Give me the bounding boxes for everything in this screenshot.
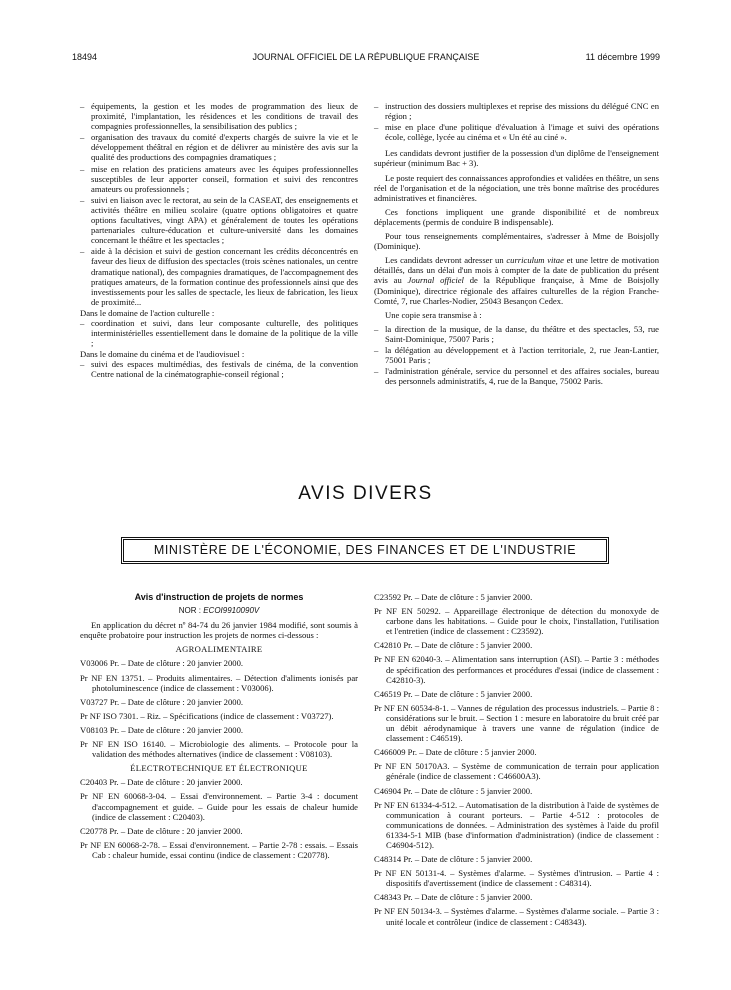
norm-entry: Pr NF EN 61334-4-512. – Automatisation de la distribution à l'aide de systèmes de communication à courant porteurs. – Partie 4-512 : protocoles de communications de données. – Administration des systèmes à l'aide du profil 61334-5-1 MIB (base d'information d'administration) (indice de classement : C46904-512). xyxy=(374,799,659,850)
norm-entry: Pr NF EN 60534-8-1. – Vannes de régulation des processus industriels. – Partie 8 : considérations sur le bruit. – Section 1 : mesure en laboratoire du bruit créé par un débit aérodynamique à travers une vanne de régulation (indice de classement : C46519). xyxy=(374,702,659,744)
norm-entry: C466009 Pr. – Date de clôture : 5 janvier 2000. xyxy=(374,747,537,758)
paragraph: Ces fonctions impliquent une grande disponibilité et de nombreux déplacements (permis de conduire B indispensable). xyxy=(374,206,659,227)
domain-action-label: Dans le domaine de l'action culturelle : xyxy=(80,307,215,318)
list-item: – organisation des travaux du comité d'experts chargés de suivre la vie et le développement théâtral en région et de délivrer au ministère des avis sur la qualité des productions des compagnies dramatiques ; xyxy=(80,132,358,162)
paragraph: Le poste requiert des connaissances approfondies et validées en théâtre, un sens réel de l'organisation et de la négociation, une très bonne maîtrise des procédures administratives et financières. xyxy=(374,172,659,203)
list-item: – coordination et suivi, dans leur composante culturelle, des politiques interministérielles essentiellement dans le domaine de la politique de la ville ; xyxy=(80,318,358,348)
list-item: – équipements, la gestion et les modes de programmation des lieux de proximité, l'implantation, les résidences et les conditions de travail des compagnies professionnelles, la sensibilisation des publics ; xyxy=(80,101,358,131)
norm-entry: Pr NF ISO 7301. – Riz. – Spécifications (indice de classement : V03727). xyxy=(80,710,334,721)
domain-cinema-label: Dans le domaine du cinéma et de l'audiovisuel : xyxy=(80,349,245,360)
heading-agro: AGROALIMENTAIRE xyxy=(175,644,263,655)
intro-paragraph: En application du décret nº 84-74 du 26 janvier 1984 modifié, sont soumis à enquête probatoire pour instruction les projets de normes ci-dessous : xyxy=(80,620,358,641)
norm-entry: C23592 Pr. – Date de clôture : 5 janvier 2000. xyxy=(374,592,533,602)
nor-reference: NOR : ECOI9910090V xyxy=(178,606,260,616)
list-item: – aide à la décision et suivi de gestion concernant les crédits déconcentrés en faveur des lieux de diffusion des spectacles (trois scènes nationales, un centre dramatique national), des compagnies dramatiques, de l'accompagnement des pratiques amateurs, de la formation continue des professionnels ainsi que des investissements pour les salles de spectacle, les lieux de fabrication, les lieux de proximité... xyxy=(80,246,358,307)
norm-entry: Pr NF EN 60068-2-78. – Essai d'environnement. – Partie 2-78 : essais. – Essais Cab : chaleur humide, essai continu (indice de classement : C20778). xyxy=(80,839,358,860)
norm-entry: C20778 Pr. – Date de clôture : 20 janvier 2000. xyxy=(80,825,243,836)
notice-title: Avis d'instruction de projets de normes xyxy=(134,592,304,602)
norm-entry: Pr NF EN 60068-3-04. – Essai d'environnement. – Partie 3-4 : document d'accompagnement et guide. – Guide pour les essais de chaleur humide (indice de classement : C20403). xyxy=(80,791,358,822)
list-item: – mise en place d'une politique d'évaluation à l'image et suivi des opérations école, collège, lycée au cinéma et « Un été au ciné ». xyxy=(374,122,659,142)
norm-entry: Pr NF EN 62040-3. – Alimentation sans interruption (ASI). – Partie 3 : méthodes de spécification des performances et procédures d'essai (indice de classement : C42810-3). xyxy=(374,654,659,685)
norm-entry: Pr NF EN ISO 16140. – Microbiologie des aliments. – Protocole pour la validation des méthodes alternatives (indice de classement : V08103). xyxy=(80,739,358,760)
list-item: – la direction de la musique, de la danse, du théâtre et des spectacles, 53, rue Saint-Dominique, 75007 Paris ; xyxy=(374,324,659,344)
page-number: 18494 xyxy=(72,52,98,62)
list-item: – suivi des espaces multimédias, des festivals de cinéma, de la convention Centre national de la cinématographie-conseil régional ; xyxy=(80,359,358,379)
norm-entry: Pr NF EN 13751. – Produits alimentaires. – Détection d'aliments ionisés par photoluminescence (indice de classement : V03006). xyxy=(80,672,358,693)
list-item: – mise en relation des praticiens amateurs avec les équipes professionnelles susceptibles de leur apporter conseil, formation et suivi des rencontres amateurs ou professionnels ; xyxy=(80,164,358,194)
norm-entry: C42810 Pr. – Date de clôture : 5 janvier 2000. xyxy=(374,640,533,651)
norm-entry: C48314 Pr. – Date de clôture : 5 janvier 2000. xyxy=(374,854,533,865)
norm-entry: C48343 Pr. – Date de clôture : 5 janvier 2000. xyxy=(374,892,533,903)
bottom-right-column xyxy=(374,592,659,931)
norm-entry: Pr NF EN 50131-4. – Systèmes d'alarme. – Systèmes d'intrusion. – Partie 4 : dispositifs d'avertissement (indice de classement : C48314). xyxy=(374,868,659,889)
copy-intro: Une copie sera transmise à : xyxy=(385,309,482,320)
norm-entry: C20403 Pr. – Date de clôture : 20 janvier 2000. xyxy=(80,777,243,788)
list-item: – instruction des dossiers multiplexes et reprise des missions du délégué CNC en région ; xyxy=(374,101,659,121)
page-header xyxy=(72,52,660,66)
top-left-column xyxy=(80,101,358,381)
candidates-paragraph: Les candidats devront adresser un curriculum vitae et une lettre de motivation détaillés, dans un délai d'un mois à compter de la date de publication du présent avis au Journal officiel de la République française, à Mme de Boisjolly (Dominique), directrice régionale des affaires culturelles de la région Franche-Comté, 7, rue Charles-Nodier, 25043 Besançon Cedex. xyxy=(374,255,659,306)
bottom-left-column xyxy=(80,592,358,864)
norm-entry: C46904 Pr. – Date de clôture : 5 janvier 2000. xyxy=(374,785,533,796)
top-right-column xyxy=(374,101,659,387)
norm-entry: V03006 Pr. – Date de clôture : 20 janvier 2000. xyxy=(80,658,244,669)
norm-entry: V03727 Pr. – Date de clôture : 20 janvier 2000. xyxy=(80,696,244,707)
heading-electro: ÉLECTROTECHNIQUE ET ÉLECTRONIQUE xyxy=(130,763,308,774)
norm-entry: V08103 Pr. – Date de clôture : 20 janvier 2000. xyxy=(80,724,244,735)
norm-entry: Pr NF EN 50292. – Appareillage électronique de détection du monoxyde de carbone dans les habitations. – Guide pour le choix, l'installation, l'utilisation et l'entretien (indice de classement : C23592). xyxy=(374,606,659,637)
avis-divers-heading: AVIS DIVERS xyxy=(298,483,433,504)
issue-date: 11 décembre 1999 xyxy=(585,52,660,62)
norm-entry: Pr NF EN 50134-3. – Systèmes d'alarme. – Systèmes d'alarme sociale. – Partie 3 : unité locale et contrôleur (indice de classement : C48343). xyxy=(374,906,659,927)
paragraph: Pour tous renseignements complémentaires, s'adresser à Mme de Boisjolly (Dominique). xyxy=(374,231,659,252)
norm-entry: Pr NF EN 50170A3. – Système de communication de terrain pour application générale (indice de classement : C46600A3). xyxy=(374,761,659,782)
journal-title: JOURNAL OFFICIEL DE LA RÉPUBLIQUE FRANÇAISE xyxy=(252,52,480,62)
list-item: – la délégation au développement et à l'action territoriale, 2, rue Jean-Lantier, 75001 Paris ; xyxy=(374,345,659,365)
list-item: – suivi en liaison avec le rectorat, au sein de la CASEAT, des enseignements et activités théâtre en milieu scolaire (quatre options obligatoires et quatre options facultatives, vingt APA) et généralement de toutes les opérations partenariales culture-éducation et culture-université dans les domaines concernant le théâtre et les spectacles ; xyxy=(80,195,358,245)
paragraph: Les candidats devront justifier de la possession d'un diplôme de l'enseignement supérieur (minimum Bac + 3). xyxy=(374,148,659,169)
list-item: – l'administration générale, service du personnel et des affaires sociales, bureau des personnels administratifs, 4, rue de la Banque, 75002 Paris. xyxy=(374,366,659,386)
ministry-banner: MINISTÈRE DE L'ÉCONOMIE, DES FINANCES ET DE L'INDUSTRIE xyxy=(121,537,609,564)
norm-entry: C46519 Pr. – Date de clôture : 5 janvier 2000. xyxy=(374,688,533,699)
